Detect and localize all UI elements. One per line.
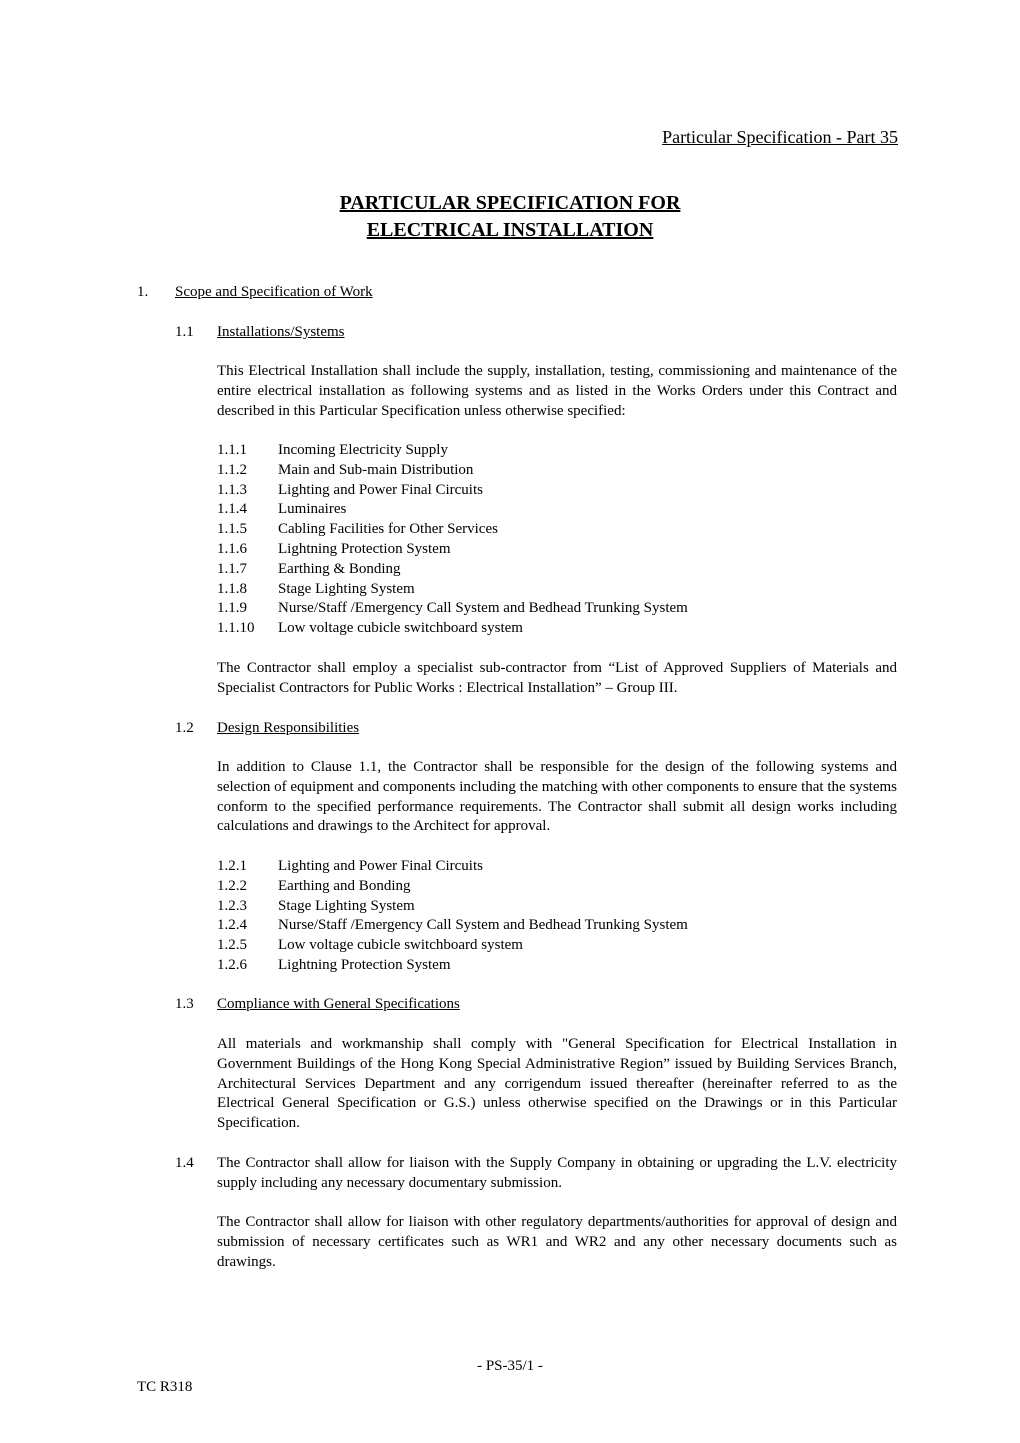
clause-1-2-intro-text: In addition to Clause 1.1, the Contractor shall be responsible for the design of the following systems and selection of equipment and components including the matching with other components to ensure that the systems conform to the specified performance requirements. The Contractor shall submit all design works including calculations and drawings to the Architect for approval.	[217, 759, 897, 835]
list-item	[217, 441, 897, 461]
clause-1-2-heading: Design Responsibilities	[217, 720, 360, 736]
section-number: 1.	[137, 284, 149, 300]
clause-1-1-intro	[217, 362, 897, 421]
list-item-label: Nurse/Staff /Emergency Call System and Bedhead Trunking System	[278, 917, 688, 934]
list-item	[217, 897, 897, 917]
list-item-number: 1.1.3	[217, 481, 247, 498]
list-item	[217, 916, 897, 936]
list-item-label: Luminaires	[278, 501, 347, 518]
list-item-label: Earthing and Bonding	[278, 877, 411, 894]
clause-1-4-text-1: The Contractor shall allow for liaison with the Supply Company in obtaining or upgrading the L.V. electricity supply including any necessary documentary submission.	[217, 1155, 897, 1191]
list-item-label: Lighting and Power Final Circuits	[278, 481, 483, 498]
clause-1-1-system-list	[217, 441, 897, 639]
list-item-number: 1.2.3	[217, 897, 247, 914]
clause-1-3-heading: Compliance with General Specifications	[217, 996, 460, 1012]
list-item	[217, 619, 897, 639]
list-item-label: Main and Sub-main Distribution	[278, 461, 474, 478]
clause-1-1-number: 1.1	[175, 324, 194, 340]
list-item-label: Cabling Facilities for Other Services	[278, 521, 498, 538]
list-item	[217, 599, 897, 619]
list-item	[217, 560, 897, 580]
list-item	[217, 481, 897, 501]
list-item-label: Lightning Protection System	[278, 956, 451, 973]
document-reference: TC R318	[137, 1379, 193, 1395]
list-item-number: 1.1.9	[217, 600, 247, 617]
list-item	[217, 877, 897, 897]
list-item-number: 1.2.6	[217, 956, 247, 973]
list-item-number: 1.2.2	[217, 877, 247, 894]
clause-1-2-intro	[217, 758, 897, 837]
list-item	[217, 520, 897, 540]
list-item-number: 1.1.2	[217, 461, 247, 478]
list-item-label: Stage Lighting System	[278, 580, 415, 597]
list-item-number: 1.1.5	[217, 521, 247, 538]
list-item-label: Incoming Electricity Supply	[278, 442, 448, 458]
clause-1-4-text-2: The Contractor shall allow for liaison with other regulatory departments/authorities for approval of design and submission of necessary certificates such as WR1 and WR2 and any other necessary documents such as drawings.	[217, 1214, 897, 1270]
list-item-number: 1.2.4	[217, 917, 247, 934]
list-item	[217, 461, 897, 481]
list-item-number: 1.1.4	[217, 501, 247, 518]
list-item-label: Low voltage cubicle switchboard system	[278, 620, 523, 637]
clause-1-4-number: 1.4	[175, 1155, 194, 1171]
document-title-line-1: PARTICULAR SPECIFICATION FOR	[339, 192, 681, 214]
running-header: Particular Specification - Part 35	[662, 127, 898, 147]
document-title-line-2: ELECTRICAL INSTALLATION	[366, 219, 654, 241]
list-item-number: 1.2.1	[217, 858, 247, 874]
list-item	[217, 500, 897, 520]
list-item-number: 1.1.8	[217, 580, 247, 597]
list-item-label: Lighting and Power Final Circuits	[278, 858, 483, 874]
page-number: - PS-35/1 -	[477, 1358, 543, 1374]
list-item	[217, 857, 897, 877]
clause-1-4-body-2	[217, 1213, 897, 1272]
clause-1-3-text: All materials and workmanship shall comply with "General Specification for Electrical Installation in Government Buildings of the Hong Kong Special Administrative Region” issued by Building Services Branch, Architectural Services Department and any corrigendum issued thereafter (hereinafter referred to as the Electrical General Specification or G.S.) unless otherwise specified on the Drawings or in this Particular Specification.	[217, 1036, 897, 1132]
section-heading: Scope and Specification of Work	[175, 284, 373, 300]
list-item-number: 1.1.1	[217, 442, 247, 458]
list-item-number: 1.2.5	[217, 937, 247, 954]
list-item	[217, 936, 897, 956]
clause-1-2-design-list	[217, 857, 897, 976]
clause-1-1-heading: Installations/Systems	[217, 324, 345, 340]
clause-1-2-number: 1.2	[175, 720, 194, 736]
list-item-number: 1.1.7	[217, 560, 247, 577]
clause-1-1-contractor-note	[217, 659, 897, 699]
list-item-label: Lightning Protection System	[278, 540, 451, 557]
clause-1-3-number: 1.3	[175, 996, 194, 1012]
list-item	[217, 540, 897, 560]
list-item-label: Nurse/Staff /Emergency Call System and Bedhead Trunking System	[278, 600, 688, 617]
list-item-label: Stage Lighting System	[278, 897, 415, 914]
list-item-number: 1.1.6	[217, 540, 247, 557]
list-item	[217, 580, 897, 600]
list-item-label: Earthing & Bonding	[278, 560, 401, 577]
contractor-note-text: The Contractor shall employ a specialist sub-contractor from “List of Approved Suppliers of Materials and Specialist Contractors for Public Works : Electrical Installation” – Group III.	[217, 660, 897, 696]
clause-1-4-body-1	[217, 1154, 897, 1194]
list-item-number: 1.1.10	[217, 620, 255, 637]
list-item-label: Low voltage cubicle switchboard system	[278, 937, 523, 954]
list-item	[217, 956, 897, 976]
clause-1-3-body	[217, 1035, 897, 1134]
clause-1-1-intro-text: This Electrical Installation shall include the supply, installation, testing, commissioning and maintenance of the entire electrical installation as following systems and as listed in the Works Orders under this Contract and described in this Particular Specification unless otherwise specified:	[217, 363, 897, 419]
